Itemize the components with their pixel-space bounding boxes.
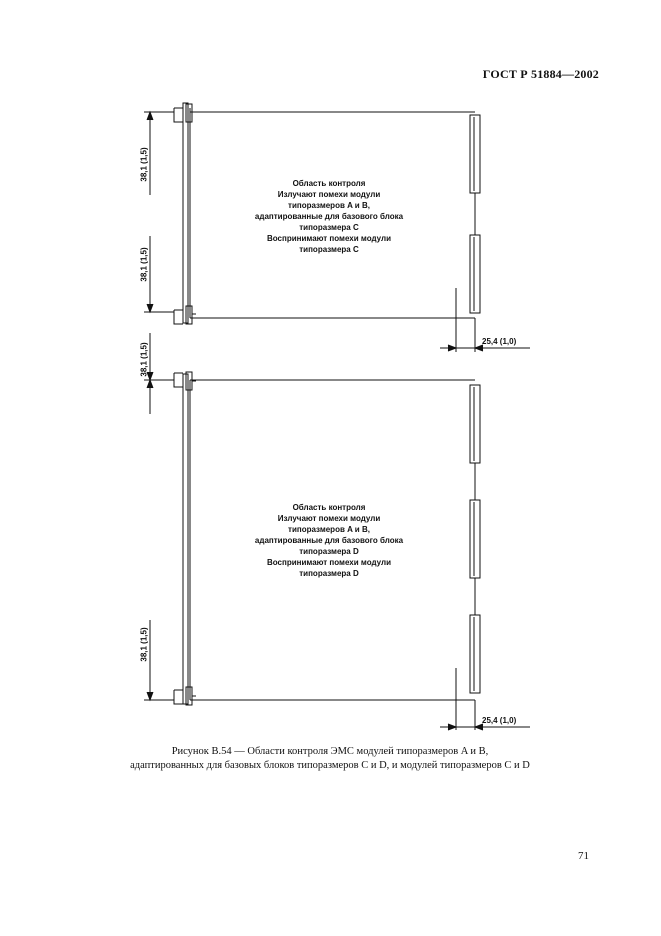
top-line-1: Излучают помехи модули <box>277 190 381 199</box>
bottom-line-2: типоразмеров A и B, <box>288 525 370 534</box>
top-line-4: типоразмера C <box>299 223 359 232</box>
page-number: 71 <box>578 850 589 862</box>
top-line-6: типоразмера C <box>299 245 359 254</box>
figure-caption <box>60 745 600 773</box>
top-line-2: типоразмеров A и B, <box>288 201 370 210</box>
bottom-line-5: Воспринимают помехи модули <box>266 558 391 567</box>
top-line-3: адаптированные для базового блока <box>254 212 404 221</box>
bottom-dim-lower: 38,1 (1,5) <box>139 627 149 662</box>
top-control-area-text <box>234 178 424 255</box>
bottom-control-area-text <box>234 502 424 579</box>
bottom-line-6: типоразмера D <box>299 569 359 578</box>
top-line-0: Область контроля <box>292 179 366 188</box>
bottom-dim-upper: 38,1 (1,5) <box>139 342 149 377</box>
bottom-line-1: Излучают помехи модули <box>277 514 381 523</box>
standard-header: ГОСТ Р 51884—2002 <box>482 67 599 81</box>
top-dim-right: 25,4 (1,0) <box>482 337 517 346</box>
top-dim-upper: 38,1 (1,5) <box>139 147 149 182</box>
caption-line-2: адаптированных для базовых блоков типоразмеров C и D, и модулей типоразмеров C и D <box>130 760 530 771</box>
bottom-dim-right: 25,4 (1,0) <box>482 716 517 725</box>
bottom-line-4: типоразмера D <box>299 547 359 556</box>
top-dim-lower: 38,1 (1,5) <box>139 247 149 282</box>
caption-line-1: Рисунок В.54 — Области контроля ЭМС модулей типоразмеров A и B, <box>171 746 489 757</box>
bottom-line-3: адаптированные для базового блока <box>254 536 404 545</box>
bottom-line-0: Область контроля <box>292 503 366 512</box>
top-line-5: Воспринимают помехи модули <box>266 234 391 243</box>
